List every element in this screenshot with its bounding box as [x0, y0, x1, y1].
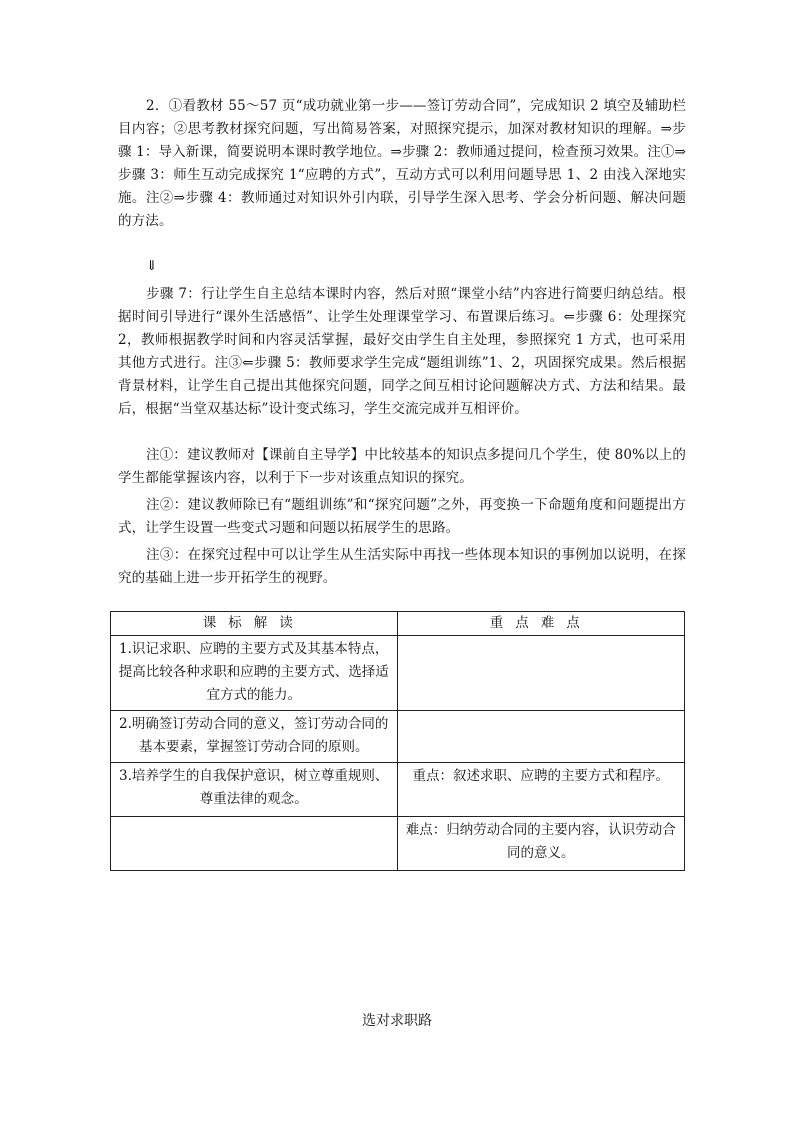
table-header-row — [111, 612, 685, 636]
section-title: 选对求职路 — [362, 1013, 432, 1029]
table-cell-left: 3.培养学生的自我保护意识，树立尊重规则、尊重法律的观念。 — [111, 763, 398, 817]
table-cell-right: 重点：叙述求职、应聘的主要方式和程序。 — [397, 763, 685, 817]
table-row — [111, 763, 685, 817]
table-cell-left: 2.明确签订劳动合同的意义，签订劳动合同的基本要素，掌握签订劳动合同的原则。 — [111, 711, 398, 763]
header-key-difficult-points: 重点难点 — [397, 612, 685, 636]
table-row — [111, 711, 685, 763]
down-arrow-icon: ⇓ — [146, 258, 158, 274]
table-row — [111, 636, 685, 711]
procedure-step-text-2: 步骤 7：行让学生自主总结本课时内容，然后对照“课堂小结”内容进行简要归纳总结。根据时间引导进行“课外生活感悟”、让学生处理课堂学习、布置课后练习。⇐步骤 6：处理探究 2，教师根据教学时间和内容灵活掌握，最好交由学生自主处理，参照探究 1 方式，也可采用其他方式进行。注③⇐步骤 5：教师要求学生完成“题组训练”1、2，巩固探究成果。然后根据背景材料，让学生自己提出其他探究问题，同学之间互相讨论问题解决方式、方法和结果。最后，根据“当堂双基达标”设计变式练习，学生交流完成并互相评价。 — [118, 286, 686, 417]
table-cell-left: 1.识记求职、应聘的主要方式及其基本特点，提高比较各种求职和应聘的主要方式、选择适宜方式的能力。 — [111, 636, 398, 711]
table-cell-right: 难点：归纳劳动合同的主要内容，认识劳动合同的意义。 — [397, 817, 685, 871]
table-cell-left — [111, 817, 398, 871]
note-1: 注①：建议教师对【课前自主导学】中比较基本的知识点多提问几个学生，使 80%以上的学生都能掌握该内容，以利于下一步对该重点知识的探究。 — [118, 447, 686, 486]
table-cell-right — [397, 636, 685, 711]
notes-section — [118, 444, 686, 590]
table-row — [111, 817, 685, 871]
note-3: 注③：在探究过程中可以让学生从生活实际中再找一些体现本知识的事例加以说明，在探究的基础上进一步开拓学生的视野。 — [118, 547, 686, 586]
header-curriculum-interpretation: 课标解读 — [111, 612, 398, 636]
curriculum-table — [110, 611, 685, 871]
note-2: 注②：建议教师除已有“题组训练”和“探究问题”之外，再变换一下命题角度和问题提出方式，让学生设置一些变式习题和问题以拓展学生的思路。 — [118, 497, 686, 536]
procedure-paragraph-2 — [118, 283, 686, 421]
procedure-step-text: 2．①看教材 55～57 页“成功就业第一步——签订劳动合同”，完成知识 2 填空及辅助栏目内容；②思考教材探究问题，写出简易答案，对照探究提示，加深对教材知识的理解。⇒步骤 1：导入新课，简要说明本课时教学地位。⇒步骤 2：教师通过提问，检查预习效果。注①⇒步骤 3：师生互动完成探究 1“应聘的方式”，互动方式可以利用问题导思 1、2 由浅入深地实施。注②⇒步骤 4：教师通过对知识外引内联，引导学生深入思考、学会分析问题、解决问题的方法。 — [118, 98, 686, 229]
table-cell-right — [397, 711, 685, 763]
procedure-paragraph — [118, 95, 686, 233]
